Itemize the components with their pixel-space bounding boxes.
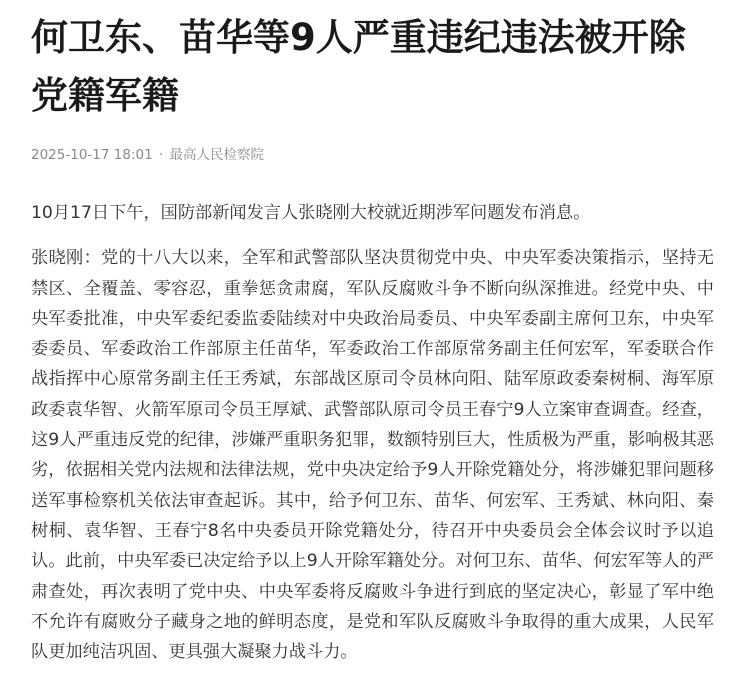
meta-separator: · <box>158 147 164 163</box>
article-meta <box>31 144 714 166</box>
publish-date: 2025-10-17 18:01 <box>31 147 153 163</box>
body-paragraph: 张晓刚：党的十八大以来，全军和武警部队坚决贯彻党中央、中央军委决策指示，坚持无禁区、全覆盖、零容忍，重拳惩贪肃腐，军队反腐败斗争不断向纵深推进。经党中央、中央军委批准，中央军委纪委监委陆续对中央政治局委员、中央军委副主席何卫东，中央军委委员、军委政治工作部原主任苗华，军委政治工作部原常务副主任何宏军，军委联合作战指挥中心原常务副主任王秀斌，东部战区原司令员林向阳、陆军原政委秦树桐、海军原政委袁华智、火箭军原司令员王厚斌、武警部队原司令员王春宁9人立案审查调查。经查，这9人严重违反党的纪律，涉嫌严重职务犯罪，数额特别巨大，性质极为严重，影响极其恶劣，依据相关党内法规和法律法规，党中央决定给予9人开除党籍处分，将涉嫌犯罪问题移送军事检察机关依法审查起诉。其中，给予何卫东、苗华、何宏军、王秀斌、林向阳、秦树桐、袁华智、王春宁8名中央委员开除党籍处分，待召开中央委员会全体会议时予以追认。此前，中央军委已决定给予以上9人开除军籍处分。对何卫东、苗华、何宏军等人的严肃查处，再次表明了党中央、中央军委将反腐败斗争进行到底的坚定决心，彰显了军中绝不允许有腐败分子藏身之地的鲜明态度，是党和军队反腐败斗争取得的重大成果，人民军队更加纯洁巩固、更具强大凝聚力战斗力。 <box>31 248 714 663</box>
article-title: 何卫东、苗华等9人严重违纪违法被开除党籍军籍 <box>31 16 686 117</box>
lead-paragraph: 10月17日下午，国防部新闻发言人张晓刚大校就近期涉军问题发布消息。 <box>31 203 591 223</box>
article-source: 最高人民检察院 <box>169 147 265 163</box>
